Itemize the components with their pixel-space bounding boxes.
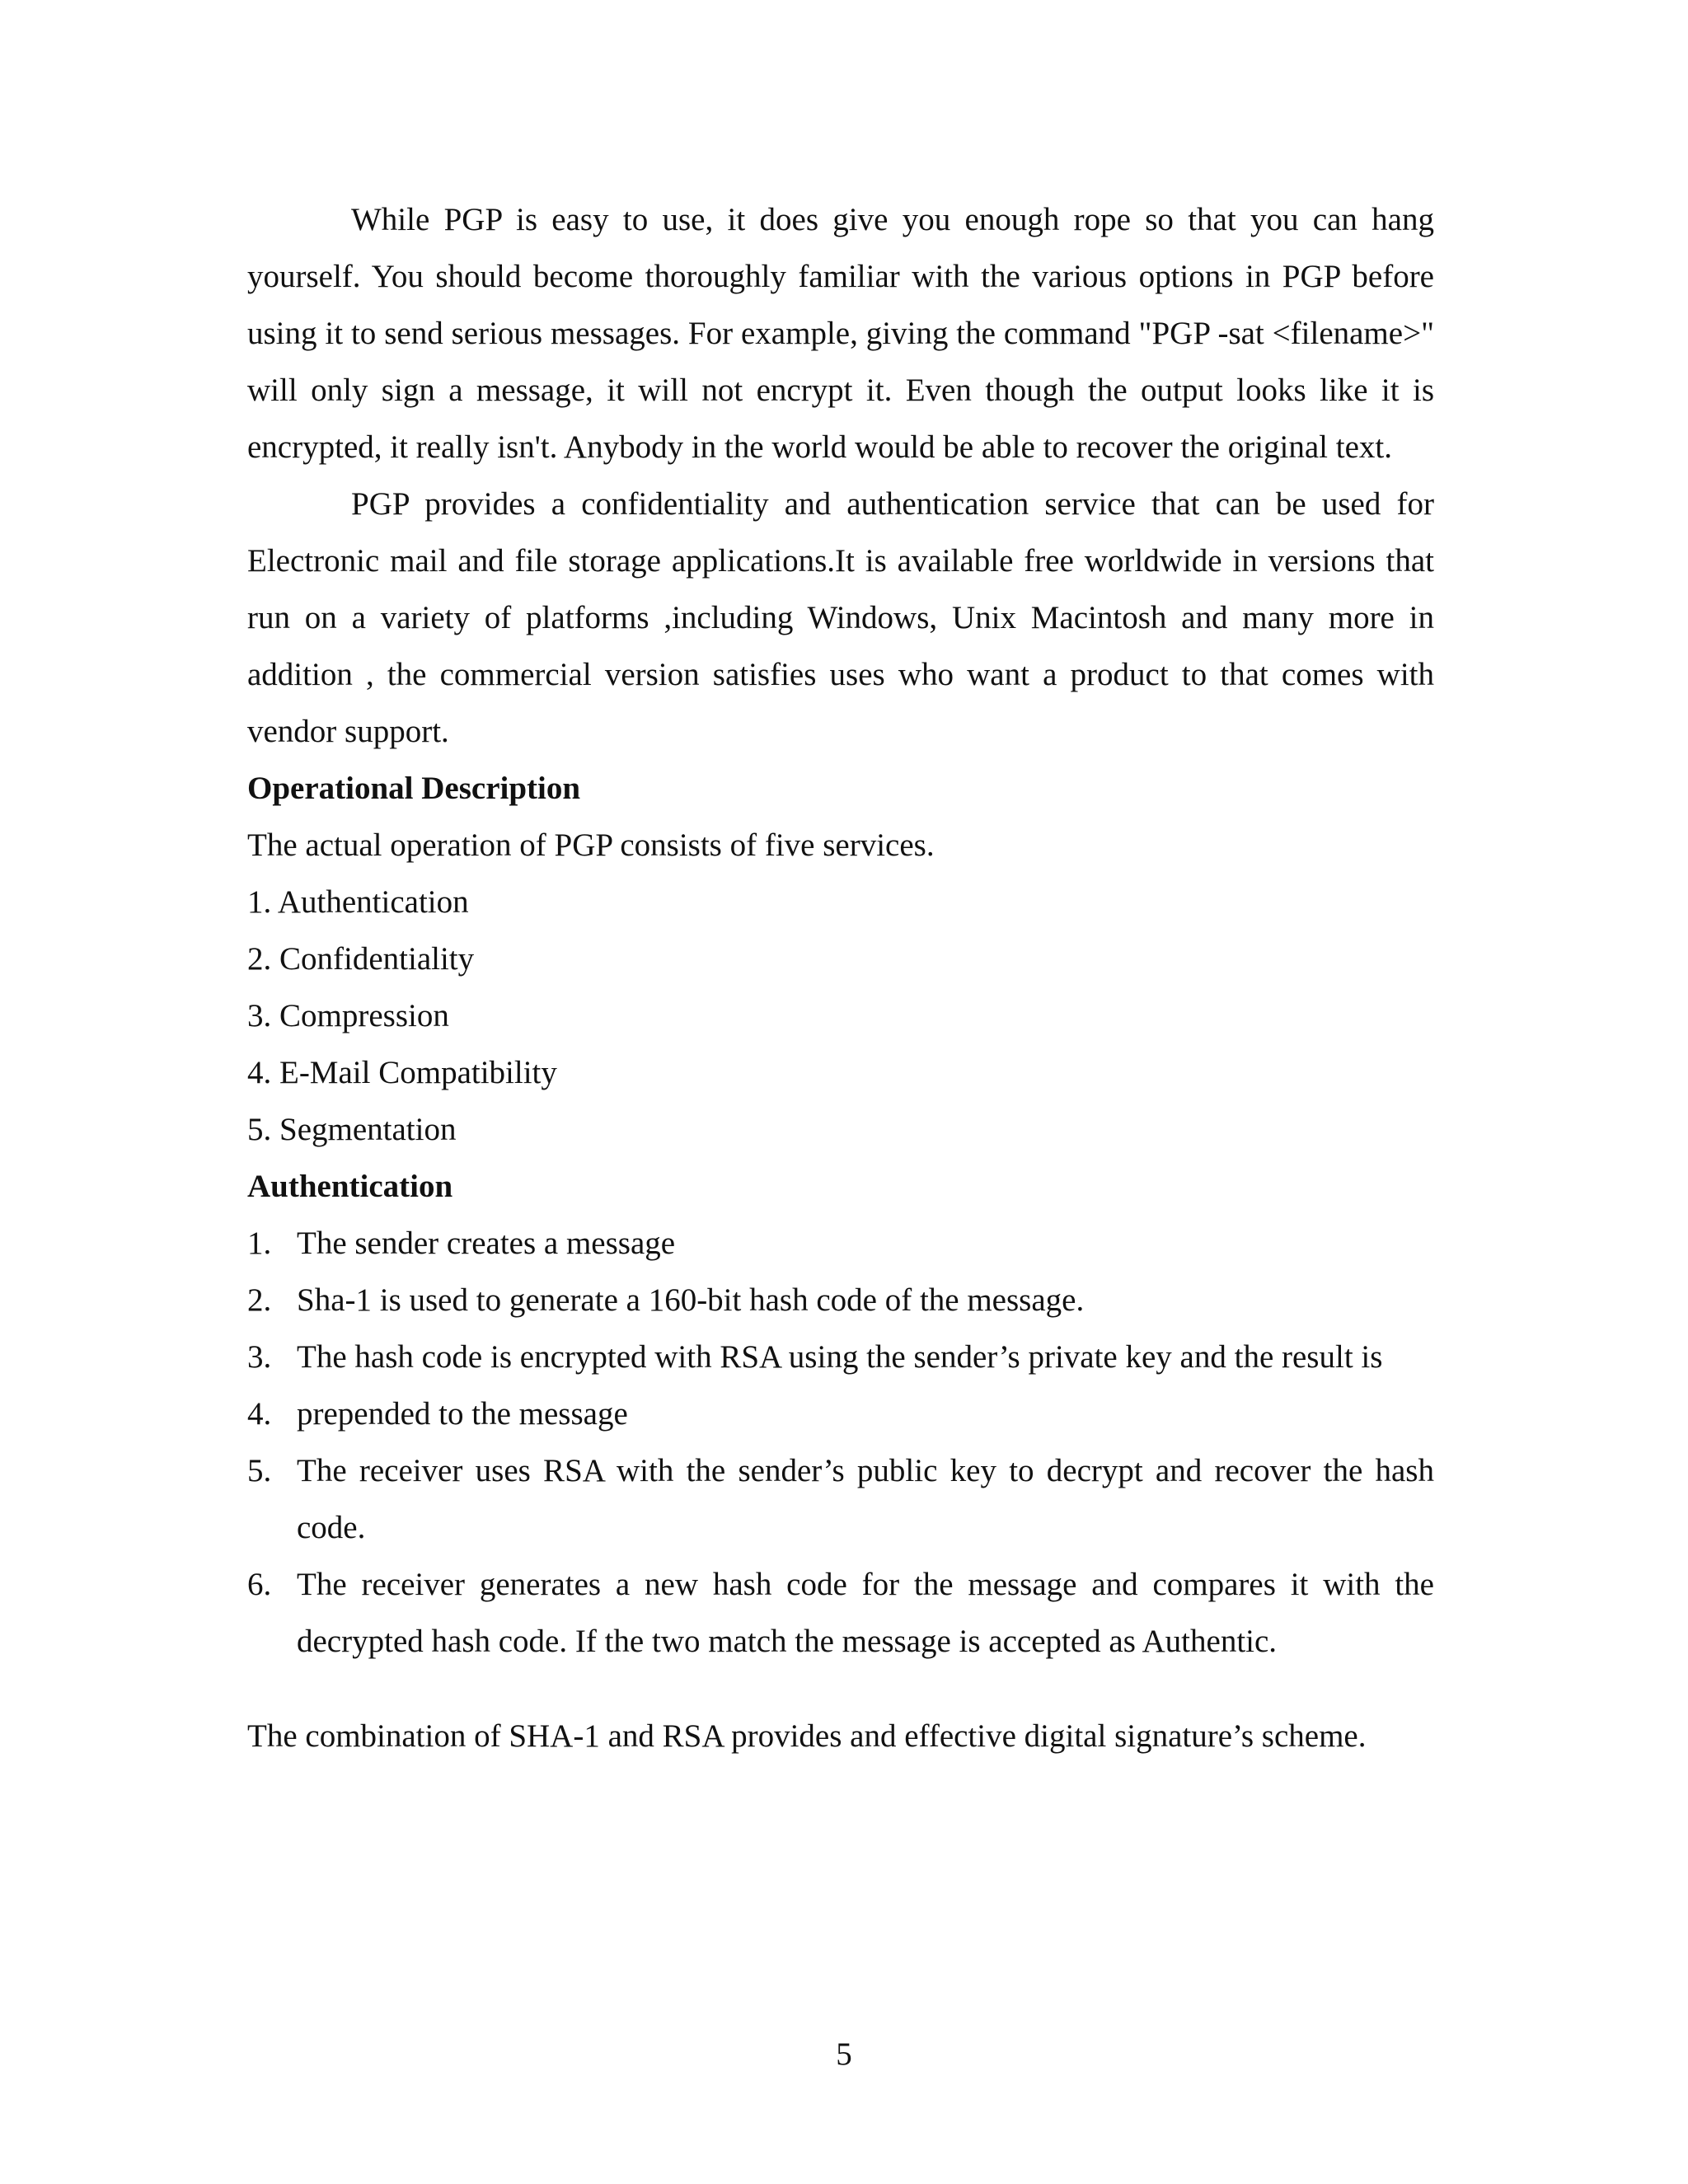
authentication-steps-list [247, 1215, 1434, 1670]
section-heading-operational: Operational Description [247, 771, 581, 806]
page-number: 5 [836, 2036, 852, 2072]
list-item-text: The receiver uses RSA with the sender’s public key to decrypt and recover the hash code. [297, 1453, 1434, 1545]
list-item-text: Sha-1 is used to generate a 160-bit hash code of the message. [297, 1282, 1085, 1318]
list-item: 3. Compression [247, 998, 449, 1033]
list-item-text: The hash code is encrypted with RSA using the sender’s private key and the result is [297, 1339, 1383, 1375]
list-item-text: prepended to the message [297, 1396, 628, 1432]
list-item-number: 5. [247, 1453, 272, 1488]
services-list [247, 874, 1434, 1158]
list-item-text: The sender creates a message [297, 1226, 676, 1261]
list-item-number: 4. [247, 1396, 272, 1432]
list-item: 1. Authentication [247, 884, 469, 920]
list-item [247, 1329, 1434, 1385]
list-item [247, 1272, 1434, 1329]
list-item: 4. E-Mail Compatibility [247, 1055, 557, 1090]
list-item [247, 1556, 1434, 1670]
list-item [247, 1385, 1434, 1442]
page-content [247, 191, 1434, 1765]
list-item-number: 3. [247, 1339, 272, 1375]
list-item-text: The receiver generates a new hash code for the message and compares it with the decrypted hash code. If the two match the message is accepted as Authentic. [297, 1567, 1434, 1659]
list-item-number: 2. [247, 1282, 272, 1318]
list-item-number: 6. [247, 1567, 272, 1602]
closing-paragraph: The combination of SHA-1 and RSA provides and effective digital signature’s scheme. [247, 1718, 1367, 1754]
body-paragraph: While PGP is easy to use, it does give you enough rope so that you can hang yourself. You should become thoroughly familiar with the various options in PGP before using it to send serious messages. For example, giving the command "PGP -sat <filename>" will only sign a message, it will not encrypt it. Even though the output looks like it is encrypted, it really isn't. Anybody in the world would be able to recover the original text. [247, 202, 1434, 465]
list-item-number: 1. [247, 1226, 272, 1261]
list-item [247, 1215, 1434, 1272]
section-heading-authentication: Authentication [247, 1169, 453, 1204]
list-item [247, 1442, 1434, 1556]
list-item: 2. Confidentiality [247, 941, 475, 977]
list-item: 5. Segmentation [247, 1112, 457, 1147]
body-paragraph: PGP provides a confidentiality and authentication service that can be used for Electronic mail and file storage applications.It is available free worldwide in versions that run on a variety of platforms ,including Windows, Unix Macintosh and many more in addition , the commercial version satisfies uses who want a product to that comes with vendor support. [247, 486, 1434, 749]
operational-intro: The actual operation of PGP consists of five services. [247, 827, 935, 863]
